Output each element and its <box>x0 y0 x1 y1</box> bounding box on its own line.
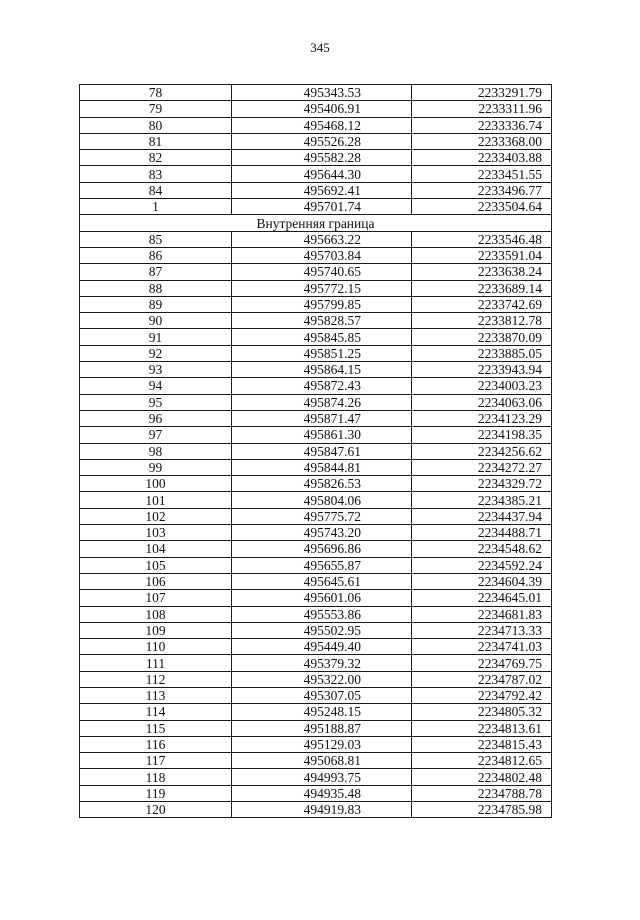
y-coordinate-cell: 2233870.09 <box>412 329 552 345</box>
y-coordinate-cell: 2233546.48 <box>412 231 552 247</box>
table-row <box>80 802 552 818</box>
y-coordinate-cell: 2233504.64 <box>412 199 552 215</box>
table-row <box>80 704 552 720</box>
y-coordinate-cell: 2234681.83 <box>412 606 552 622</box>
table-row <box>80 182 552 198</box>
point-number-cell: 107 <box>80 590 232 606</box>
y-coordinate-cell: 2234787.02 <box>412 671 552 687</box>
y-coordinate-cell: 2233496.77 <box>412 182 552 198</box>
x-coordinate-cell: 495582.28 <box>232 150 412 166</box>
table-row <box>80 736 552 752</box>
x-coordinate-cell: 495644.30 <box>232 166 412 182</box>
table-row <box>80 85 552 101</box>
point-number-cell: 112 <box>80 671 232 687</box>
table-row <box>80 720 552 736</box>
point-number-cell: 106 <box>80 573 232 589</box>
table-row <box>80 101 552 117</box>
table-row <box>80 639 552 655</box>
x-coordinate-cell: 495872.43 <box>232 378 412 394</box>
y-coordinate-cell: 2234329.72 <box>412 476 552 492</box>
x-coordinate-cell: 495775.72 <box>232 508 412 524</box>
y-coordinate-cell: 2234198.35 <box>412 427 552 443</box>
x-coordinate-cell: 495799.85 <box>232 296 412 312</box>
section-label: Внутренняя граница <box>80 215 552 231</box>
point-number-cell: 78 <box>80 85 232 101</box>
table-row <box>80 573 552 589</box>
table-row <box>80 166 552 182</box>
table-row <box>80 378 552 394</box>
y-coordinate-cell: 2233812.78 <box>412 313 552 329</box>
x-coordinate-cell: 495701.74 <box>232 199 412 215</box>
y-coordinate-cell: 2234741.03 <box>412 639 552 655</box>
x-coordinate-cell: 495645.61 <box>232 573 412 589</box>
x-coordinate-cell: 495248.15 <box>232 704 412 720</box>
x-coordinate-cell: 495861.30 <box>232 427 412 443</box>
point-number-cell: 93 <box>80 362 232 378</box>
point-number-cell: 91 <box>80 329 232 345</box>
x-coordinate-cell: 495663.22 <box>232 231 412 247</box>
point-number-cell: 86 <box>80 247 232 263</box>
table-body-inner-boundary <box>80 231 552 818</box>
table-row <box>80 345 552 361</box>
table-row <box>80 459 552 475</box>
point-number-cell: 102 <box>80 508 232 524</box>
table-section <box>80 215 552 231</box>
x-coordinate-cell: 495826.53 <box>232 476 412 492</box>
point-number-cell: 104 <box>80 541 232 557</box>
x-coordinate-cell: 495851.25 <box>232 345 412 361</box>
y-coordinate-cell: 2233403.88 <box>412 150 552 166</box>
y-coordinate-cell: 2234645.01 <box>412 590 552 606</box>
table-row <box>80 296 552 312</box>
x-coordinate-cell: 495379.32 <box>232 655 412 671</box>
point-number-cell: 103 <box>80 525 232 541</box>
point-number-cell: 94 <box>80 378 232 394</box>
point-number-cell: 92 <box>80 345 232 361</box>
x-coordinate-cell: 495526.28 <box>232 133 412 149</box>
point-number-cell: 80 <box>80 117 232 133</box>
x-coordinate-cell: 495864.15 <box>232 362 412 378</box>
y-coordinate-cell: 2233885.05 <box>412 345 552 361</box>
point-number-cell: 85 <box>80 231 232 247</box>
table-row <box>80 150 552 166</box>
x-coordinate-cell: 494919.83 <box>232 802 412 818</box>
y-coordinate-cell: 2234256.62 <box>412 443 552 459</box>
table-row <box>80 557 552 573</box>
y-coordinate-cell: 2234785.98 <box>412 802 552 818</box>
x-coordinate-cell: 495692.41 <box>232 182 412 198</box>
y-coordinate-cell: 2234123.29 <box>412 410 552 426</box>
x-coordinate-cell: 495804.06 <box>232 492 412 508</box>
x-coordinate-cell: 495828.57 <box>232 313 412 329</box>
table-row <box>80 687 552 703</box>
x-coordinate-cell: 495188.87 <box>232 720 412 736</box>
y-coordinate-cell: 2234003.23 <box>412 378 552 394</box>
point-number-cell: 101 <box>80 492 232 508</box>
table-row <box>80 410 552 426</box>
point-number-cell: 100 <box>80 476 232 492</box>
x-coordinate-cell: 495343.53 <box>232 85 412 101</box>
y-coordinate-cell: 2234813.61 <box>412 720 552 736</box>
table-row <box>80 476 552 492</box>
table-row <box>80 394 552 410</box>
table-row <box>80 313 552 329</box>
y-coordinate-cell: 2233943.94 <box>412 362 552 378</box>
table-row <box>80 133 552 149</box>
table-row <box>80 622 552 638</box>
point-number-cell: 95 <box>80 394 232 410</box>
table-row <box>80 362 552 378</box>
point-number-cell: 96 <box>80 410 232 426</box>
x-coordinate-cell: 495068.81 <box>232 753 412 769</box>
x-coordinate-cell: 495449.40 <box>232 639 412 655</box>
table-row <box>80 199 552 215</box>
point-number-cell: 82 <box>80 150 232 166</box>
x-coordinate-cell: 494935.48 <box>232 785 412 801</box>
table-row <box>80 525 552 541</box>
point-number-cell: 87 <box>80 264 232 280</box>
table-row <box>80 280 552 296</box>
point-number-cell: 119 <box>80 785 232 801</box>
x-coordinate-cell: 495871.47 <box>232 410 412 426</box>
point-number-cell: 1 <box>80 199 232 215</box>
table-row <box>80 671 552 687</box>
y-coordinate-cell: 2234063.06 <box>412 394 552 410</box>
x-coordinate-cell: 495322.00 <box>232 671 412 687</box>
y-coordinate-cell: 2234272.27 <box>412 459 552 475</box>
y-coordinate-cell: 2233336.74 <box>412 117 552 133</box>
point-number-cell: 97 <box>80 427 232 443</box>
point-number-cell: 89 <box>80 296 232 312</box>
y-coordinate-cell: 2233291.79 <box>412 85 552 101</box>
point-number-cell: 115 <box>80 720 232 736</box>
point-number-cell: 116 <box>80 736 232 752</box>
y-coordinate-cell: 2234488.71 <box>412 525 552 541</box>
table-row <box>80 655 552 671</box>
y-coordinate-cell: 2233689.14 <box>412 280 552 296</box>
x-coordinate-cell: 495847.61 <box>232 443 412 459</box>
table-row <box>80 785 552 801</box>
y-coordinate-cell: 2233591.04 <box>412 247 552 263</box>
y-coordinate-cell: 2233451.55 <box>412 166 552 182</box>
y-coordinate-cell: 2234802.48 <box>412 769 552 785</box>
table-row <box>80 264 552 280</box>
x-coordinate-cell: 495655.87 <box>232 557 412 573</box>
point-number-cell: 84 <box>80 182 232 198</box>
table-row <box>80 117 552 133</box>
table-row <box>80 231 552 247</box>
y-coordinate-cell: 2234769.75 <box>412 655 552 671</box>
point-number-cell: 114 <box>80 704 232 720</box>
table-row <box>80 329 552 345</box>
point-number-cell: 81 <box>80 133 232 149</box>
x-coordinate-cell: 495696.86 <box>232 541 412 557</box>
point-number-cell: 120 <box>80 802 232 818</box>
y-coordinate-cell: 2234548.62 <box>412 541 552 557</box>
point-number-cell: 109 <box>80 622 232 638</box>
table-row <box>80 427 552 443</box>
table-row <box>80 443 552 459</box>
x-coordinate-cell: 495772.15 <box>232 280 412 296</box>
point-number-cell: 111 <box>80 655 232 671</box>
point-number-cell: 90 <box>80 313 232 329</box>
point-number-cell: 108 <box>80 606 232 622</box>
y-coordinate-cell: 2234604.39 <box>412 573 552 589</box>
y-coordinate-cell: 2234812.65 <box>412 753 552 769</box>
y-coordinate-cell: 2234788.78 <box>412 785 552 801</box>
x-coordinate-cell: 495844.81 <box>232 459 412 475</box>
x-coordinate-cell: 495129.03 <box>232 736 412 752</box>
y-coordinate-cell: 2234437.94 <box>412 508 552 524</box>
point-number-cell: 83 <box>80 166 232 182</box>
y-coordinate-cell: 2234805.32 <box>412 704 552 720</box>
coordinates-table <box>79 84 552 818</box>
table-row <box>80 590 552 606</box>
table-row <box>80 606 552 622</box>
point-number-cell: 79 <box>80 101 232 117</box>
table-row <box>80 541 552 557</box>
x-coordinate-cell: 495601.06 <box>232 590 412 606</box>
table-row <box>80 492 552 508</box>
point-number-cell: 118 <box>80 769 232 785</box>
point-number-cell: 88 <box>80 280 232 296</box>
y-coordinate-cell: 2233638.24 <box>412 264 552 280</box>
y-coordinate-cell: 2234792.42 <box>412 687 552 703</box>
point-number-cell: 98 <box>80 443 232 459</box>
x-coordinate-cell: 495743.20 <box>232 525 412 541</box>
y-coordinate-cell: 2234713.33 <box>412 622 552 638</box>
x-coordinate-cell: 494993.75 <box>232 769 412 785</box>
x-coordinate-cell: 495874.26 <box>232 394 412 410</box>
table-row <box>80 508 552 524</box>
x-coordinate-cell: 495845.85 <box>232 329 412 345</box>
y-coordinate-cell: 2233742.69 <box>412 296 552 312</box>
point-number-cell: 117 <box>80 753 232 769</box>
y-coordinate-cell: 2233368.00 <box>412 133 552 149</box>
table-row <box>80 247 552 263</box>
x-coordinate-cell: 495502.95 <box>232 622 412 638</box>
x-coordinate-cell: 495703.84 <box>232 247 412 263</box>
y-coordinate-cell: 2233311.96 <box>412 101 552 117</box>
x-coordinate-cell: 495740.65 <box>232 264 412 280</box>
point-number-cell: 110 <box>80 639 232 655</box>
table-row <box>80 753 552 769</box>
x-coordinate-cell: 495553.86 <box>232 606 412 622</box>
y-coordinate-cell: 2234592.24 <box>412 557 552 573</box>
point-number-cell: 99 <box>80 459 232 475</box>
table-body-outer-boundary <box>80 85 552 215</box>
point-number-cell: 105 <box>80 557 232 573</box>
page-number: 345 <box>310 40 330 55</box>
y-coordinate-cell: 2234385.21 <box>412 492 552 508</box>
point-number-cell: 113 <box>80 687 232 703</box>
table-row <box>80 769 552 785</box>
x-coordinate-cell: 495468.12 <box>232 117 412 133</box>
x-coordinate-cell: 495307.05 <box>232 687 412 703</box>
section-row <box>80 215 552 231</box>
y-coordinate-cell: 2234815.43 <box>412 736 552 752</box>
x-coordinate-cell: 495406.91 <box>232 101 412 117</box>
